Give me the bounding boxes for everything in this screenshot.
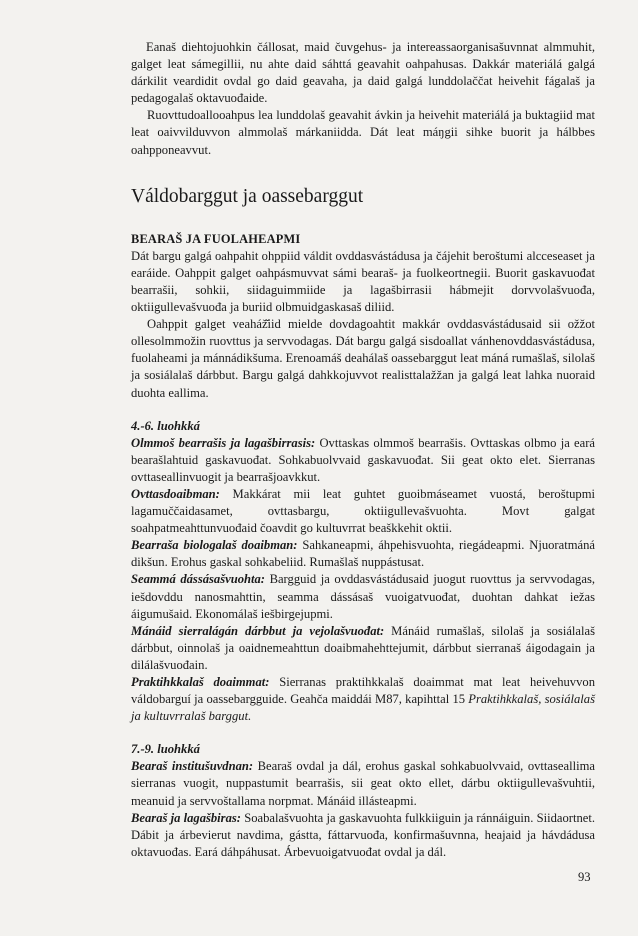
entry-1-2 <box>131 486 595 537</box>
entry-text: Sahkaneapmi, áhpehisvuohta, riegádeapmi. Njuoratmáná dikšun. Erohus gaskal sohkabeliid. Rumašlaš nuppástusat. <box>131 538 595 570</box>
subsection-title: BEARAŠ JA FUOLAHEAPMI <box>131 231 301 246</box>
entry-label: Seammá dássásašvuohta: <box>131 572 266 587</box>
grade-range-heading-1: 4.-6. luohkká <box>131 418 200 433</box>
entry-1-6 <box>131 674 595 725</box>
entry-text: Bearaš ovdal ja dál, erohus gaskal sohkabuolvvaid, ovttaseallima sierranas vuogit, nuppastumit bearrašis, sii geat okto ellet, dárbu oktiigullevašvuhtii, meanuid ja servvoštallama norpmat. Mánáid illásteapmi. <box>131 759 595 808</box>
entry-1-3 <box>131 537 595 571</box>
entry-1-5 <box>131 623 595 674</box>
entry-label: Ovttasdoaibman: <box>131 486 220 501</box>
entry-text: Soabalašvuohta ja gaskavuohta fulkkiiguin ja ránnáiguin. Siidaortnet. Dábit ja árbevierut navdima, gástta, fáttarvuođa, konfirmašuvnna, heajaid ja hávdádusa oktavuođas. Eará dáhpáhusat. Árbevuoigatvuođat ovdal ja dál. <box>131 810 595 859</box>
entry-text: Ovttaskas olmmoš bearrašis. Ovttaskas olbmo ja eará bearašlahtuid gaskavuođat. Sohkabuolvvaid gaskavuođat. Sii geat okto elet. Sierranas ovttaseallinvuogit ja bearrašjoavkkut. <box>131 435 596 484</box>
page-number: 93 <box>578 870 591 884</box>
section-title: Váldobarggut ja oassebarggut <box>131 185 364 207</box>
page-body <box>131 39 595 861</box>
grade-range-heading-2: 7.-9. luohkká <box>131 742 200 757</box>
entry-label: Praktihkkalaš doaimmat: <box>131 675 270 689</box>
entry-1-1 <box>131 435 595 486</box>
entry-label: Mánáid sierralágán dárbbut ja vejolašvuođat: <box>131 623 385 638</box>
subsection-paragraph-2: Oahppit galget veaháž̌iid mielde dovdagoahtit makkár ovddasvástádusaid sii ožžot ollesolmmožin ruovttus ja servvodagas. Dát bargu galgá sisdoallat vánhenovddasvástádusa, fuolaheami ja mánnádikšuma. Erenoamáš deahálaš oassebarggut leat máná rumašlaš, silolaš ja sosiálalaš dárbbut. Bargu galgá dahkkojuvvot realisttalažžan ja galgá leat lahka nuoraid duohta eallima. <box>131 317 595 400</box>
intro-paragraph-1: Eanaš diehtojuohkin čállosat, maid čuvgehus- ja intereassaorganisašuvnnat almmuhit, galget leat sámegillii, nu ahte daid sáhttá geavahit oahpahusas. Dakkár materiálá galgá dárkilit veardidit ovdal go daid geavaha, ja daid galgá lunddolaččat heivehit fágalaš ja pedagogalaš oktavuođaide. <box>131 40 595 106</box>
intro-section <box>131 39 595 159</box>
entry-italic-reference: Praktihkkalaš, sosiálalaš ja kultuvrralaš barggut. <box>131 692 595 724</box>
entry-2-2 <box>131 810 595 861</box>
entry-text: Sierranas praktihkkalaš doaimmat mat leat heivehuvvon váldobarguí ja oassebargguide. Geahča maiddái M87, kapihttal 15 <box>131 675 595 707</box>
entry-text: Mánáid rumašlaš, silolaš ja sosiálalaš dárbbut, oinnolaš ja oaidnemeahttun doaibmahehttejumit, dárbbut sierranaš áigodagain ja dilálašvuođain. <box>131 623 595 672</box>
entry-label: Olmmoš bearrašis ja lagašbirrasis: <box>131 435 316 450</box>
subsection-paragraph-1: Dát bargu galgá oahpahit ohppiid váldit ovddasvástádusa ja čájehit beroštumi alcceseaset ja earáide. Oahppit galget oahpásmuvvat sámi bearaš- ja fuolkeortnegii. Buorit gaskavuođat bearrašii, sohkii, siidaguimmiide ja lagašbirrasii hábmejit dorvvolašvuođa, oktiigullevašvuođa ja buriid olbmuidgaskasaš diliid. <box>131 248 595 315</box>
entry-text: Makkárat mii leat guhtet guoibmáseamet vuostá, beroštupmi lagamuččaidasamet, ovttasbargu, oktiigullevašvuohta. Movt galgat soahpatmeahttunvuođaid čoavdit go kultuvrrat beaškkehit oktii. <box>131 486 595 536</box>
entry-1-4 <box>131 571 595 622</box>
intro-paragraph-2: Ruovttudoallooahpus lea lunddolaš geavahit ávkin ja heivehit materiálá ja buktagiid mat leat oaivvilduvvon almmolaš márkaniidda. Dát leat máŋgii sihke buorit ja hálbbes oahpponeavvut. <box>131 108 595 157</box>
entry-label: Bearraša biologalaš doaibman: <box>131 538 298 553</box>
entry-2-1 <box>131 758 595 809</box>
entry-label: Bearaš ja lagašbiras: <box>131 810 241 825</box>
entry-label: Bearaš institušuvdnan: <box>131 759 254 774</box>
entry-text: Bargguid ja ovddasvástádusaid juogut ruovttus ja servvodagas, iešdovddu nanosmahttin, seamma dássásaš vuoigatvuođat, duohtan dahkat iežas áigumušaid. Ekonomálaš iešbirgejupmi. <box>131 572 595 621</box>
